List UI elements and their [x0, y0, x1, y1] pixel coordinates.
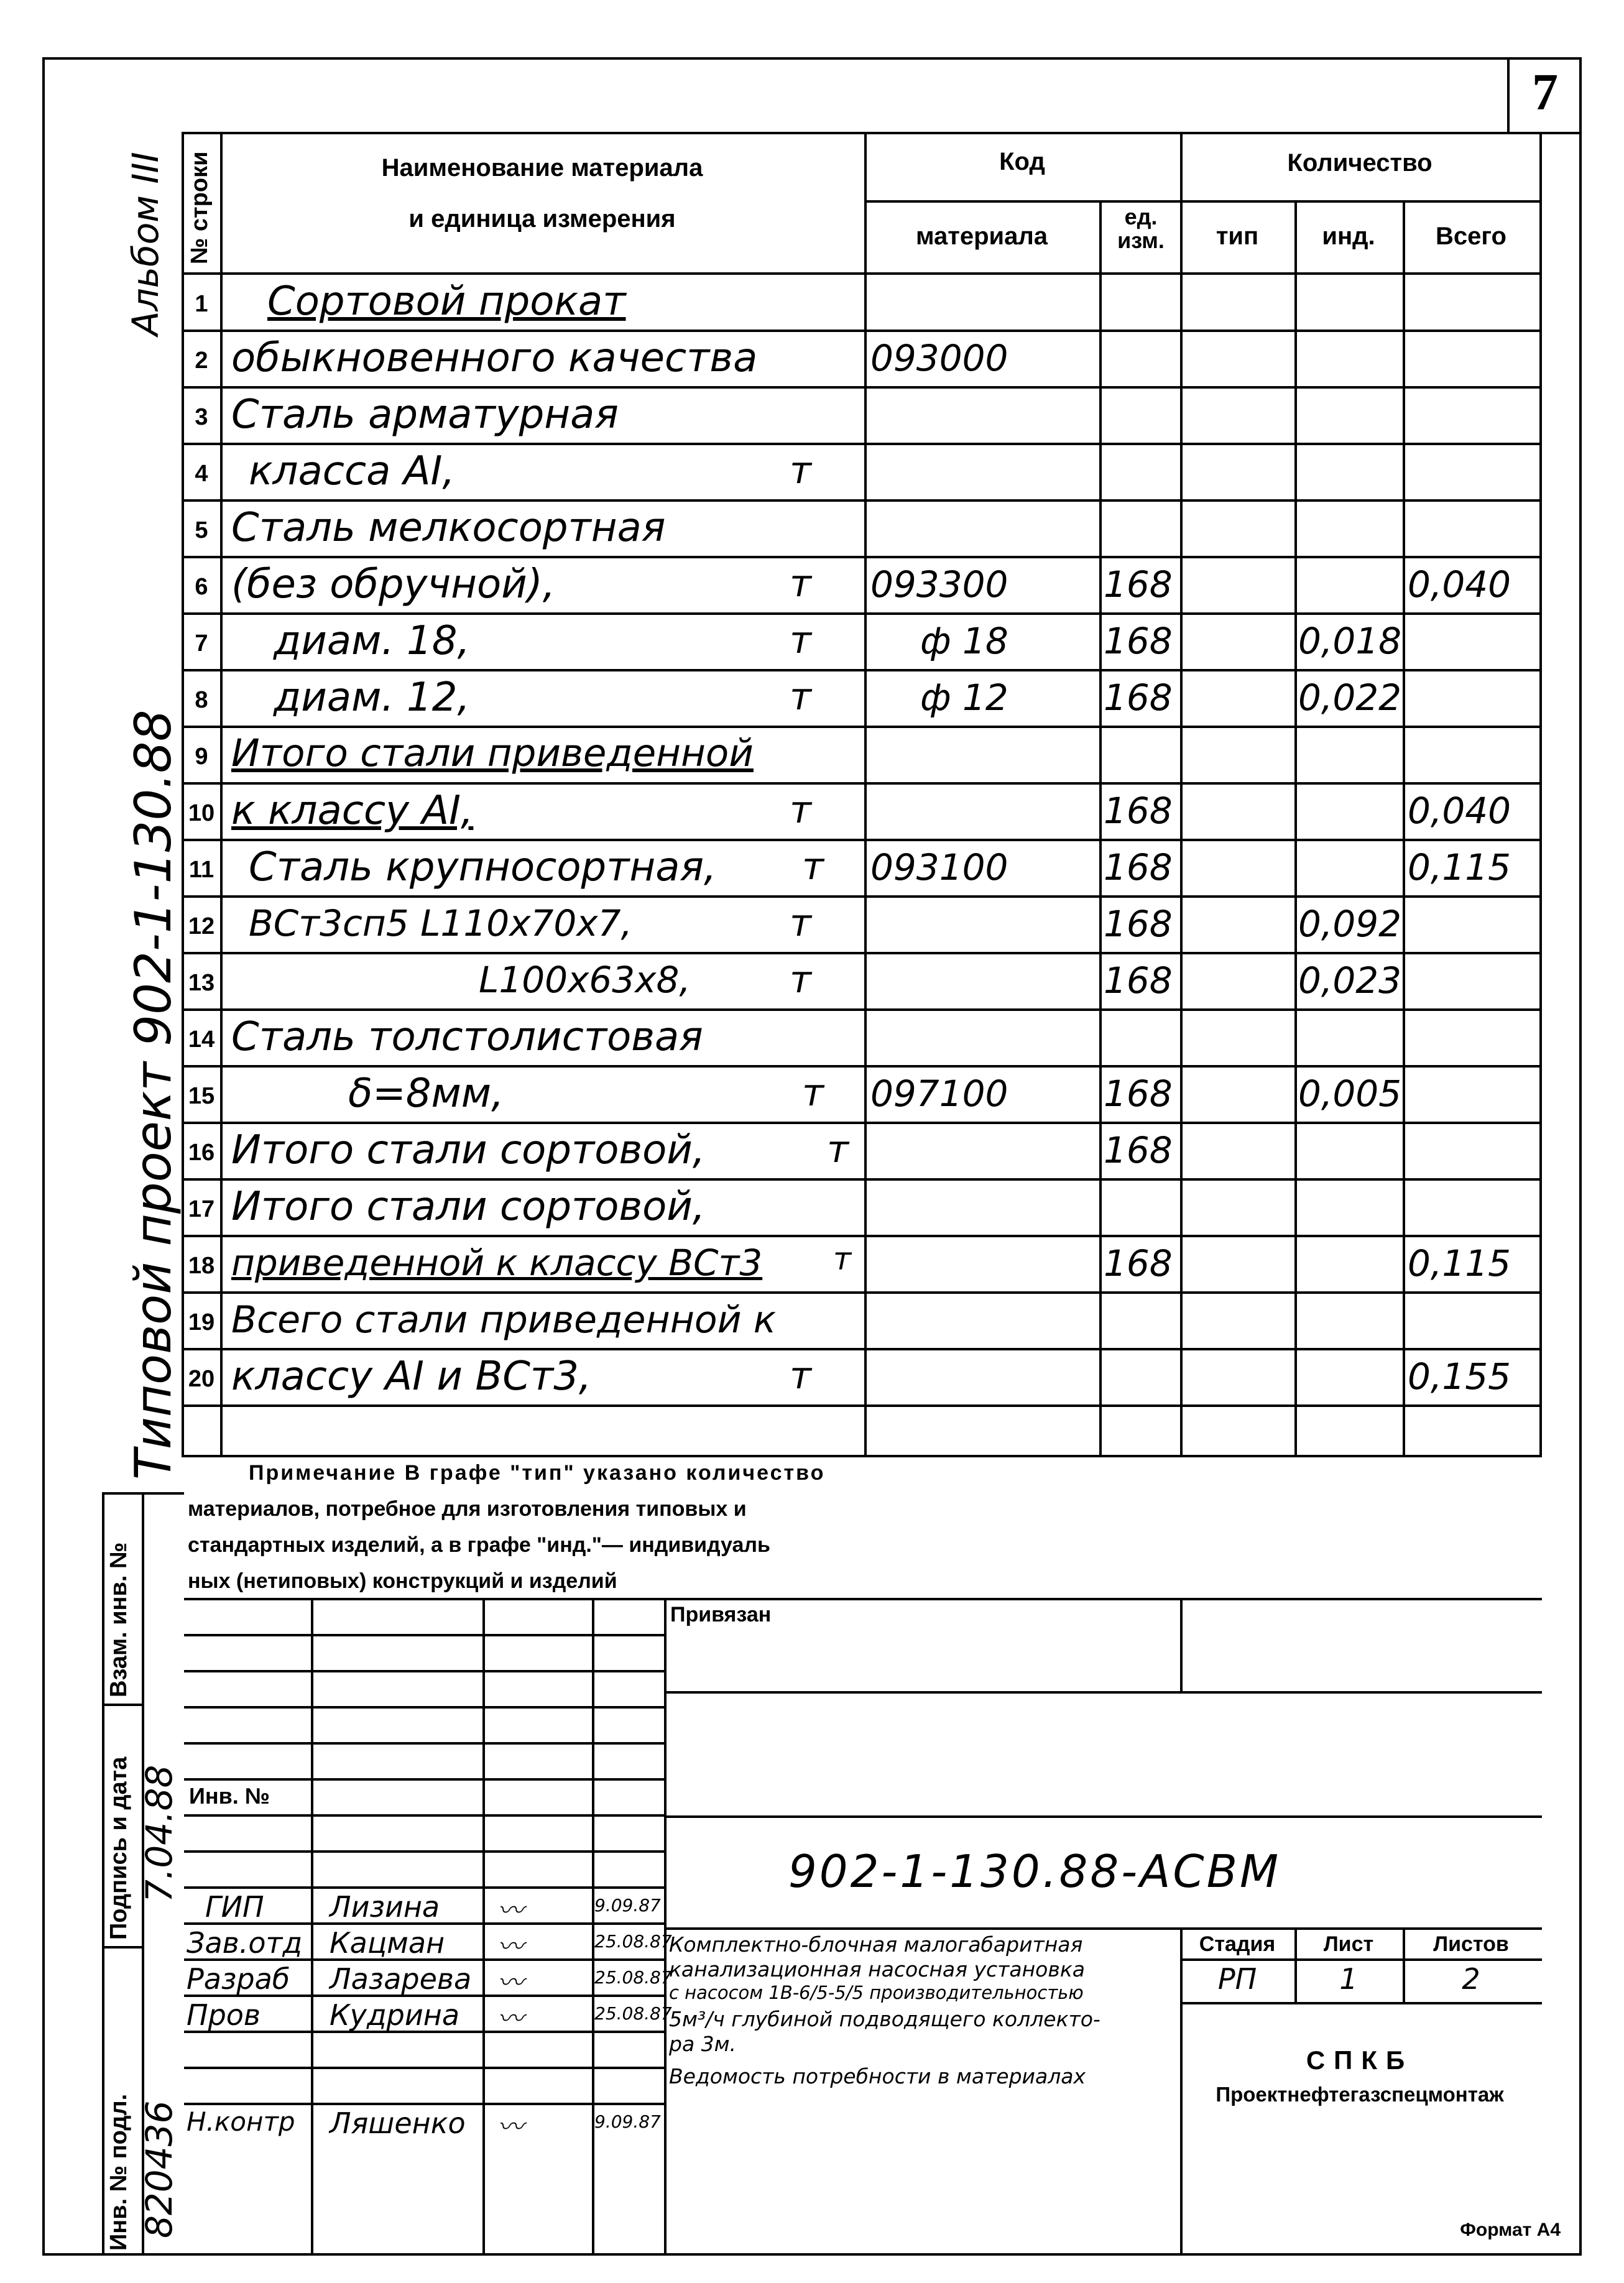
- project-label: Типовой проект 902-1-130.88: [124, 709, 182, 1480]
- row-name: Итого стали сортовой,: [231, 1127, 706, 1173]
- row-ind: 0,022: [1298, 676, 1402, 719]
- inv-podl-label: Инв. № подл.: [106, 2093, 132, 2251]
- title-line: Комплектно-блочная малогабаритная: [669, 1932, 1083, 1957]
- staff-name: Кацман: [330, 1926, 445, 1960]
- row-total: 0,115: [1408, 1242, 1511, 1284]
- staff-role: Разраб: [187, 1962, 290, 1996]
- side-strip-border: [102, 1492, 104, 2256]
- row-ind: 0,092: [1298, 903, 1402, 945]
- row-name: δ=8мм,: [348, 1071, 504, 1117]
- row-name: приведенной к классу ВСт3: [231, 1242, 763, 1284]
- row-name: ВСт3сп5 L110x70x7,: [249, 902, 632, 944]
- staff-name: Ляшенко: [330, 2106, 466, 2140]
- row-number: 6: [195, 574, 208, 600]
- row-name: диам. 12,: [274, 675, 470, 721]
- row-name: L100x63x8,: [479, 959, 691, 1001]
- row-ed: 168: [1104, 846, 1173, 888]
- org-line1: СПКБ: [1306, 2045, 1414, 2075]
- sheet-number: 7: [1532, 63, 1558, 121]
- album-label: Альбом III: [124, 152, 167, 336]
- row-ed: 168: [1104, 1129, 1173, 1171]
- row-number: 19: [188, 1309, 215, 1335]
- podpis-data-label: Подпись и дата: [106, 1756, 132, 1940]
- row-number: 2: [195, 348, 208, 374]
- row-code: ф 18: [920, 620, 1008, 662]
- row-total: 0,040: [1408, 563, 1511, 606]
- org-line2: Проектнефтегазспецмонтаж: [1216, 2083, 1504, 2106]
- stage-value: РП: [1217, 1962, 1257, 1996]
- title-line: канализационная насосная установка: [669, 1957, 1085, 1981]
- row-number: 13: [188, 970, 215, 996]
- staff-date: 9.09.87: [594, 1895, 661, 1916]
- header-code-unit: ед. изм.: [1117, 204, 1165, 253]
- note-line1: Примечание В графе "тип" указано количество: [249, 1461, 826, 1485]
- header-row-no: № строки: [187, 151, 213, 264]
- row-unit: т: [790, 958, 811, 1002]
- sign-date: 7.04.88: [138, 1764, 180, 1902]
- note-line3: стандартных изделий, а в графе "инд."— индивидуаль: [188, 1533, 770, 1557]
- row-unit: т: [833, 1241, 852, 1277]
- staff-date: 9.09.87: [594, 2111, 661, 2132]
- vzam-inv-label: Взам. инв. №: [106, 1542, 132, 1697]
- row-number: 11: [188, 857, 215, 883]
- staff-signature-icon: 〰: [497, 1968, 524, 1997]
- inv-number: 820436: [138, 2100, 180, 2238]
- row-name: Сталь толстолистовая: [231, 1014, 703, 1060]
- staff-signature-icon: 〰: [497, 2112, 524, 2141]
- row-ed: 168: [1104, 620, 1173, 662]
- row-number: 4: [195, 461, 208, 487]
- sheet-number-divider: [1507, 60, 1510, 134]
- row-name: классу АI и ВСт3,: [231, 1354, 592, 1400]
- title-line: 5м³/ч глубиной подводящего коллекто-: [669, 2007, 1100, 2031]
- row-code: 093300: [870, 563, 1008, 606]
- row-name: диам. 18,: [274, 618, 470, 664]
- staff-date: 25.08.87: [594, 2003, 672, 2024]
- row-unit: т: [790, 902, 811, 945]
- format-label: Формат А4: [1460, 2220, 1561, 2240]
- row-total: 0,155: [1408, 1355, 1511, 1398]
- row-ed: 168: [1104, 959, 1173, 1002]
- header-qty-total: Всего: [1436, 223, 1506, 250]
- staff-date: 25.08.87: [594, 1967, 672, 1988]
- privyazan-label: Привязан: [670, 1603, 772, 1626]
- row-name: Итого стали сортовой,: [231, 1184, 706, 1230]
- header-code: Код: [999, 148, 1045, 175]
- row-name: Сортовой прокат: [267, 279, 626, 325]
- staff-name: Лазарева: [330, 1962, 472, 1996]
- row-code: 093000: [870, 337, 1008, 379]
- title-line: Ведомость потребности в материалах: [669, 2064, 1086, 2088]
- staff-date: 25.08.87: [594, 1931, 672, 1952]
- document-code: 902-1-130.88-АСВМ: [788, 1845, 1281, 1898]
- side-strip-top: [102, 1492, 184, 1495]
- sheets-value: 2: [1462, 1962, 1480, 1996]
- row-name: класса АI,: [249, 448, 455, 494]
- title-line: ра 3м.: [669, 2032, 737, 2056]
- staff-signature-icon: 〰: [497, 1896, 524, 1925]
- side-strip-line1: [102, 1704, 144, 1706]
- stage-label: Стадия: [1199, 1932, 1276, 1956]
- row-name: Сталь мелкосортная: [231, 505, 666, 551]
- side-strip-line2: [102, 1946, 144, 1949]
- row-name: Всего стали приведенной к: [231, 1298, 776, 1342]
- row-unit: т: [790, 562, 811, 606]
- row-code: 093100: [870, 846, 1008, 888]
- title-line: с насосом 1В-6/5-5/5 производительностью: [669, 1982, 1084, 2003]
- header-name-line1: Наименование материала: [381, 154, 703, 182]
- row-name: Итого стали приведенной: [231, 731, 754, 775]
- staff-signature-icon: 〰: [497, 1932, 524, 1961]
- staff-role: Н.контр: [187, 2106, 295, 2137]
- note-line4: ных (нетиповых) конструкций и изделий: [188, 1569, 617, 1593]
- staff-name: Кудрина: [330, 1998, 460, 2032]
- row-code: 097100: [870, 1072, 1008, 1115]
- row-ed: 168: [1104, 790, 1173, 832]
- row-total: 0,040: [1408, 790, 1511, 832]
- row-unit: т: [790, 619, 811, 662]
- row-ed: 168: [1104, 563, 1173, 606]
- row-unit: т: [790, 449, 811, 492]
- header-qty-type: тип: [1216, 223, 1259, 250]
- staff-role: ГИП: [205, 1890, 264, 1924]
- row-name: Сталь арматурная: [231, 392, 619, 438]
- row-ed: 168: [1104, 1072, 1173, 1115]
- row-number: 12: [188, 913, 215, 939]
- row-unit: т: [790, 788, 811, 832]
- staff-role: Зав.отд: [187, 1926, 303, 1960]
- row-ed: 168: [1104, 676, 1173, 719]
- row-number: 1: [195, 291, 208, 317]
- sheet-label: Лист: [1323, 1932, 1374, 1956]
- header-code-material: материала: [915, 223, 1048, 250]
- row-ind: 0,018: [1298, 620, 1402, 662]
- row-number: 15: [188, 1083, 215, 1109]
- row-number: 14: [188, 1026, 215, 1053]
- row-name: к классу АI,: [231, 788, 474, 834]
- row-number: 16: [188, 1140, 215, 1166]
- row-total: 0,115: [1408, 846, 1511, 888]
- row-ind: 0,023: [1298, 959, 1402, 1002]
- row-number: 9: [195, 744, 208, 770]
- row-unit: т: [827, 1128, 849, 1171]
- header-qty-ind: инд.: [1322, 223, 1375, 250]
- row-number: 8: [195, 687, 208, 713]
- staff-signature-icon: 〰: [497, 2004, 524, 2033]
- staff-name: Лизина: [330, 1890, 440, 1924]
- row-ed: 168: [1104, 1242, 1173, 1284]
- row-number: 3: [195, 404, 208, 430]
- header-quantity: Количество: [1287, 149, 1433, 177]
- row-number: 18: [188, 1253, 215, 1279]
- row-unit: т: [790, 675, 811, 719]
- row-unit: т: [802, 1071, 824, 1115]
- row-unit: т: [802, 845, 824, 888]
- row-name: (без обручной),: [231, 561, 556, 607]
- row-code: ф 12: [920, 676, 1008, 719]
- row-number: 7: [195, 630, 208, 657]
- header-name-line2: и единица измерения: [408, 205, 676, 233]
- row-name: обыкновенного качества: [231, 335, 758, 381]
- row-ed: 168: [1104, 903, 1173, 945]
- note-line2: материалов, потребное для изготовления типовых и: [188, 1497, 747, 1521]
- row-ind: 0,005: [1298, 1072, 1402, 1115]
- staff-role: Пров: [187, 1998, 261, 2032]
- sheets-label: Листов: [1433, 1932, 1509, 1956]
- inv-no-label: Инв. №: [189, 1783, 282, 1809]
- row-name: Сталь крупносортная,: [249, 844, 717, 890]
- row-unit: т: [790, 1354, 811, 1398]
- sheet-value: 1: [1339, 1962, 1358, 1996]
- row-number: 20: [188, 1366, 215, 1392]
- row-number: 10: [188, 800, 215, 826]
- row-number: 5: [195, 517, 208, 543]
- row-number: 17: [188, 1196, 215, 1222]
